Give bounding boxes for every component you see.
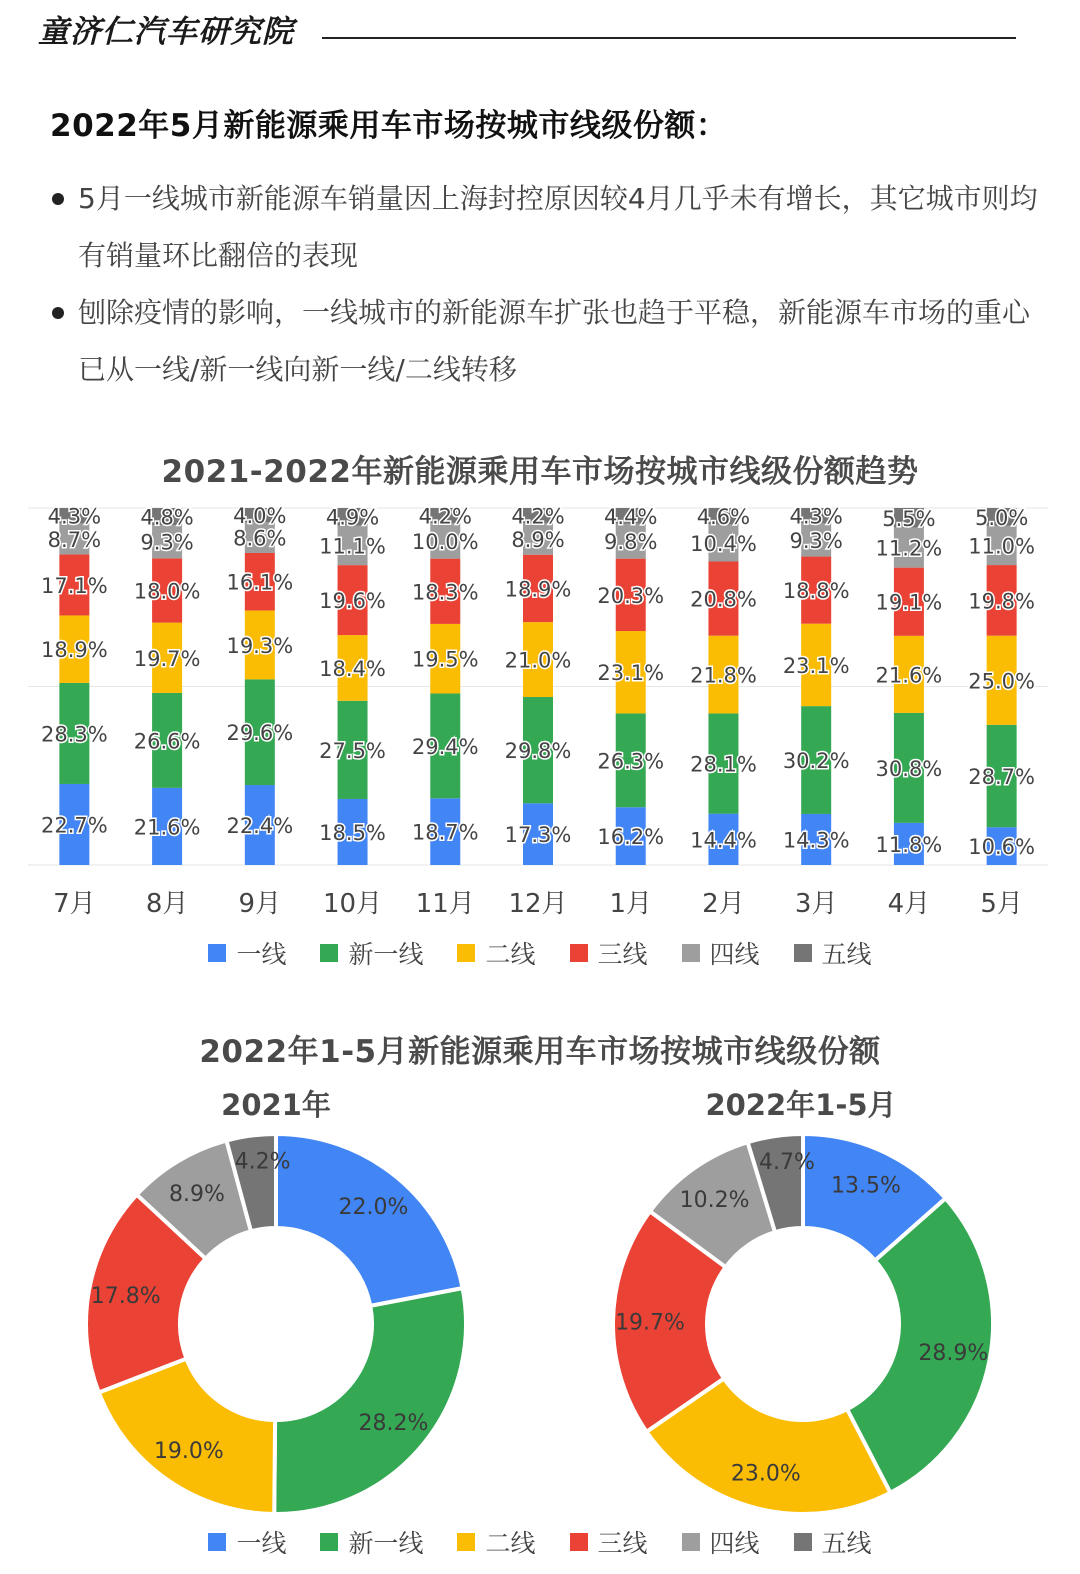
bar-data-label: 18.8% <box>782 579 850 604</box>
bar-data-label: 4.9% <box>325 505 380 530</box>
bullet-list <box>50 170 1040 398</box>
bar-data-label: 8.6% <box>233 526 287 551</box>
bar-data-label: 4.3% <box>789 504 843 529</box>
bar-data-label: 23.1% <box>597 661 665 686</box>
legend-label: 一线 <box>236 1529 287 1558</box>
donut-data-label: 13.5% <box>831 1173 901 1199</box>
section-title: 2022年5月新能源乘用车市场按城市线级份额： <box>50 108 728 144</box>
x-tick-label: 1月 <box>609 889 653 919</box>
bar-data-label: 29.8% <box>504 739 572 764</box>
legend-label: 三线 <box>597 1529 648 1558</box>
bullet-dot-icon <box>52 307 64 319</box>
bar-data-label: 20.3% <box>597 583 665 608</box>
bar-data-label: 19.7% <box>133 646 201 671</box>
bar-data-label: 5.5% <box>882 506 936 531</box>
bar-legend-item <box>794 935 872 971</box>
bar-data-label: 18.7% <box>411 820 479 845</box>
bar-data-label: 17.1% <box>41 573 108 598</box>
donut-slice <box>274 1288 466 1514</box>
x-tick-label: 3月 <box>794 889 838 919</box>
legend-label: 二线 <box>485 1529 536 1558</box>
legend-swatch <box>682 944 700 962</box>
bar-data-label: 11.2% <box>875 536 943 561</box>
legend-swatch <box>570 1533 588 1551</box>
legend-label: 新一线 <box>348 940 424 969</box>
bar-data-label: 4.0% <box>233 504 287 529</box>
legend-label: 四线 <box>709 1529 760 1558</box>
legend-swatch <box>208 1533 226 1551</box>
legend-label: 三线 <box>597 940 648 969</box>
bar-data-label: 11.8% <box>875 832 943 857</box>
x-tick-label: 12月 <box>508 889 568 919</box>
bar-legend-item <box>570 935 648 971</box>
legend-label: 新一线 <box>348 1529 424 1558</box>
bar-data-label: 25.0% <box>968 669 1035 694</box>
bar-data-label: 18.0% <box>133 579 201 604</box>
bar-data-label: 21.6% <box>133 815 201 840</box>
donut-data-label: 17.8% <box>90 1284 161 1310</box>
brand-logo: 童济仁汽车研究院 <box>38 14 294 50</box>
legend-swatch <box>794 944 812 962</box>
bar-data-label: 26.3% <box>597 749 665 774</box>
legend-swatch <box>320 1533 338 1551</box>
bar-data-label: 23.1% <box>782 653 850 678</box>
bar-data-label: 10.6% <box>968 835 1035 860</box>
bar-data-label: 28.7% <box>968 765 1035 790</box>
stacked-bar-chart <box>0 500 1080 920</box>
x-tick-label: 9月 <box>238 889 282 919</box>
x-tick-label: 5月 <box>980 889 1023 919</box>
donut-data-label: 19.7% <box>615 1310 685 1336</box>
legend-label: 一线 <box>236 940 287 969</box>
bar-data-label: 9.8% <box>604 530 658 555</box>
bar-data-label: 19.3% <box>226 633 294 658</box>
x-tick-label: 8月 <box>145 889 189 919</box>
bar-data-label: 19.5% <box>411 647 479 672</box>
bar-data-label: 19.1% <box>875 590 943 615</box>
legend-swatch <box>682 1533 700 1551</box>
legend-swatch <box>570 944 588 962</box>
bar-legend-item <box>208 935 286 971</box>
bar-data-label: 20.8% <box>690 587 757 612</box>
bar-data-label: 10.4% <box>690 531 757 556</box>
bar-legend-item <box>682 935 760 971</box>
donut-data-label: 28.9% <box>918 1341 989 1367</box>
bar-data-label: 8.9% <box>511 527 565 552</box>
donut-2021-title: 2021年 <box>221 1088 331 1122</box>
bar-data-label: 29.6% <box>226 721 294 746</box>
bar-data-label: 14.4% <box>690 828 757 853</box>
bar-data-label: 5.0% <box>974 505 1029 530</box>
bullet-item <box>50 284 1040 398</box>
bar-data-label: 18.9% <box>41 638 108 663</box>
bar-data-label: 28.3% <box>41 722 108 747</box>
bar-data-label: 9.3% <box>140 530 194 555</box>
bullet-dot-icon <box>52 193 64 205</box>
donut-legend-item <box>320 1524 423 1560</box>
bar-data-label: 16.2% <box>597 825 665 850</box>
bar-data-label: 21.0% <box>504 648 572 673</box>
bar-data-label: 9.3% <box>789 528 843 553</box>
bar-data-label: 19.6% <box>319 589 386 614</box>
legend-label: 四线 <box>709 940 760 969</box>
bar-legend-item <box>457 935 535 971</box>
bar-data-label: 28.1% <box>690 752 757 777</box>
legend-swatch <box>457 1533 475 1551</box>
bar-data-label: 4.3% <box>47 504 102 529</box>
donut-legend-item <box>208 1524 286 1560</box>
bar-data-label: 18.9% <box>504 577 572 602</box>
bar-data-label: 26.6% <box>133 729 201 754</box>
bar-data-label: 4.6% <box>696 505 751 530</box>
donut-legend-item <box>570 1524 648 1560</box>
x-tick-label: 2月 <box>702 889 745 919</box>
bar-data-label: 4.4% <box>604 504 658 529</box>
bar-data-label: 14.3% <box>782 828 850 853</box>
bar-data-label: 21.8% <box>690 663 757 688</box>
bar-data-label: 30.2% <box>782 749 850 774</box>
bar-data-label: 18.4% <box>319 656 386 681</box>
bar-data-label: 22.4% <box>226 814 294 839</box>
donut-data-label: 19.0% <box>153 1438 224 1464</box>
bar-data-label: 18.5% <box>319 820 386 845</box>
bar-data-label: 19.8% <box>968 589 1035 614</box>
bar-data-label: 10.0% <box>411 529 479 554</box>
bar-data-label: 27.5% <box>319 738 386 763</box>
bullet-text: 5月一线城市新能源车销量因上海封控原因较4月几乎未有增长，其它城市则均有销量环比翻倍的表现 <box>78 182 1038 272</box>
x-tick-label: 11月 <box>415 889 475 919</box>
bullet-text: 刨除疫情的影响，一线城市的新能源车扩张也趋于平稳，新能源车市场的重心已从一线/新一线向新一线/二线转移 <box>78 296 1031 386</box>
donut-data-label: 23.0% <box>730 1461 801 1487</box>
legend-swatch <box>208 944 226 962</box>
bar-data-label: 4.2% <box>418 504 472 529</box>
donut-legend <box>0 1524 1080 1560</box>
bar-data-label: 8.7% <box>47 527 102 552</box>
bar-data-label: 4.8% <box>140 505 194 530</box>
x-tick-label: 10月 <box>322 889 383 919</box>
bar-chart-title: 2021-2022年新能源乘用车市场按城市线级份额趋势 <box>161 454 919 490</box>
donut-data-label: 8.9% <box>168 1182 225 1208</box>
legend-label: 五线 <box>821 940 872 969</box>
bar-data-label: 4.2% <box>511 504 565 529</box>
donut-data-label: 4.2% <box>234 1149 291 1175</box>
bar-data-label: 30.8% <box>875 756 943 781</box>
legend-swatch <box>794 1533 812 1551</box>
donut-legend-item <box>794 1524 872 1560</box>
legend-label: 二线 <box>485 940 536 969</box>
donut-legend-item <box>457 1524 535 1560</box>
donut-legend-item <box>682 1524 760 1560</box>
bar-data-label: 11.1% <box>319 534 386 559</box>
bar-legend-item <box>320 935 423 971</box>
bar-data-label: 18.3% <box>411 580 479 605</box>
bar-data-label: 22.7% <box>41 813 108 838</box>
bar-data-label: 17.3% <box>504 823 572 848</box>
x-tick-label: 4月 <box>887 889 931 919</box>
bullet-item <box>50 170 1040 284</box>
bar-data-label: 29.4% <box>411 734 479 759</box>
bar-data-label: 11.0% <box>968 534 1035 559</box>
bar-data-label: 21.6% <box>875 663 943 688</box>
donut-data-label: 10.2% <box>679 1188 750 1214</box>
bar-data-label: 16.1% <box>226 570 294 595</box>
legend-swatch <box>457 944 475 962</box>
donut-charts <box>0 1120 1080 1520</box>
header-rule <box>322 37 1016 39</box>
bar-chart-legend <box>0 935 1080 971</box>
donut-2022-title: 2022年1-5月 <box>705 1088 897 1122</box>
legend-swatch <box>320 944 338 962</box>
donut-group-title: 2022年1-5月新能源乘用车市场按城市线级份额 <box>199 1034 881 1070</box>
legend-label: 五线 <box>821 1529 872 1558</box>
donut-data-label: 22.0% <box>338 1195 409 1221</box>
x-tick-label: 7月 <box>53 889 96 919</box>
donut-data-label: 4.7% <box>759 1149 815 1175</box>
donut-data-label: 28.2% <box>358 1410 429 1436</box>
